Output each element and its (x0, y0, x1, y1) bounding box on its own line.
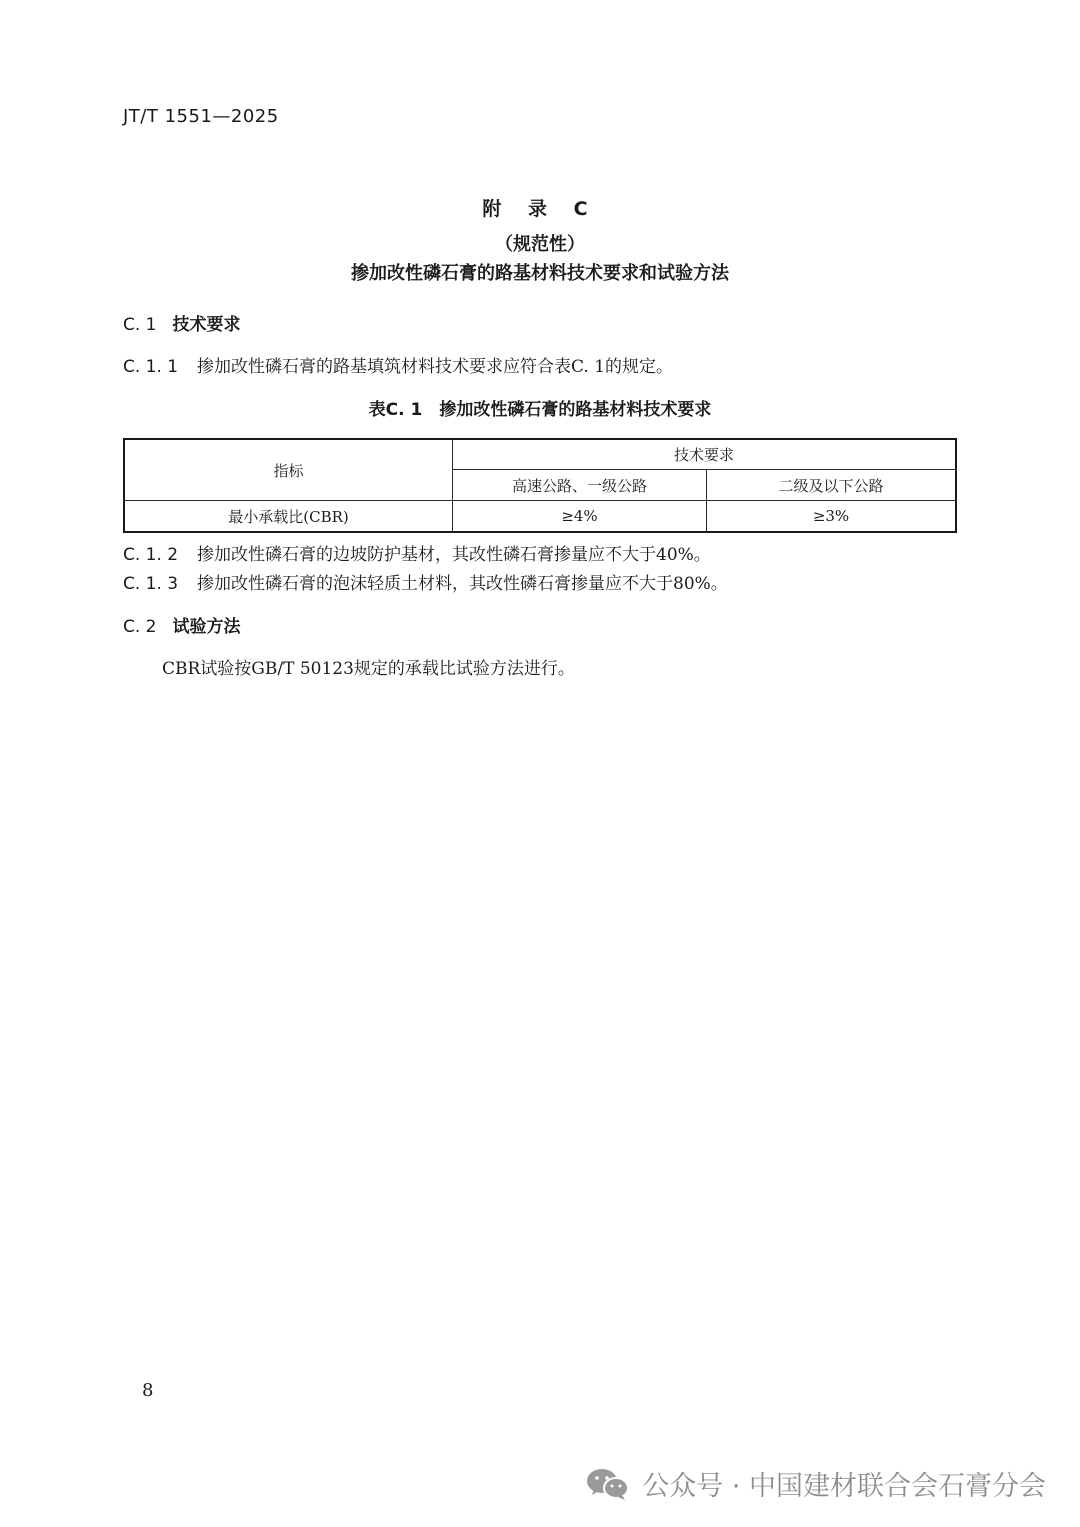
header-indicator: 指标 (124, 439, 453, 501)
section-c1-heading (123, 310, 241, 335)
clause-c11-number: C. 1. 1 (123, 357, 179, 377)
appendix-title: 附 录 C (482, 198, 598, 220)
header-tech-requirement: 技术要求 (453, 439, 957, 470)
header-col-secondary: 二级及以下公路 (707, 470, 957, 501)
wechat-icon (586, 1467, 630, 1501)
row-value-highway: ≥4% (453, 501, 707, 533)
section-c1-number: C. 1 (123, 315, 157, 335)
section-c2-number: C. 2 (123, 617, 157, 637)
clause-c11-text: 掺加改性磷石膏的路基填筑材料技术要求应符合表C. 1的规定。 (197, 357, 674, 377)
table-caption: 表C. 1 掺加改性磷石膏的路基材料技术要求 (368, 400, 712, 420)
appendix-type: （规范性） (495, 234, 585, 255)
row-value-secondary: ≥3% (707, 501, 957, 533)
clause-c11 (123, 352, 673, 377)
header-col-highway: 高速公路、一级公路 (453, 470, 707, 501)
requirements-table (123, 438, 957, 533)
appendix-subtitle: 掺加改性磷石膏的路基材料技术要求和试验方法 (351, 263, 729, 284)
document-code: JT/T 1551—2025 (123, 106, 279, 127)
section-c2-title: 试验方法 (172, 617, 241, 637)
clause-c12 (123, 540, 711, 565)
clause-c13-text: 掺加改性磷石膏的泡沫轻质土材料，其改性磷石膏掺量应不大于80%。 (197, 574, 728, 594)
section-c1-title: 技术要求 (172, 315, 241, 335)
watermark (586, 1464, 1046, 1503)
clause-c13-number: C. 1. 3 (123, 574, 179, 594)
page-number: 8 (142, 1380, 154, 1401)
clause-c12-text: 掺加改性磷石膏的边坡防护基材，其改性磷石膏掺量应不大于40%。 (197, 545, 711, 565)
section-c2-text: CBR试验按GB/T 50123规定的承载比试验方法进行。 (162, 659, 575, 679)
clause-c12-number: C. 1. 2 (123, 545, 179, 565)
table-row (124, 501, 956, 533)
row-indicator: 最小承载比(CBR) (124, 501, 453, 533)
clause-c13 (123, 569, 728, 594)
watermark-text: 公众号 · 中国建材联合会石膏分会 (642, 1471, 1046, 1502)
section-c2-heading (123, 612, 241, 637)
